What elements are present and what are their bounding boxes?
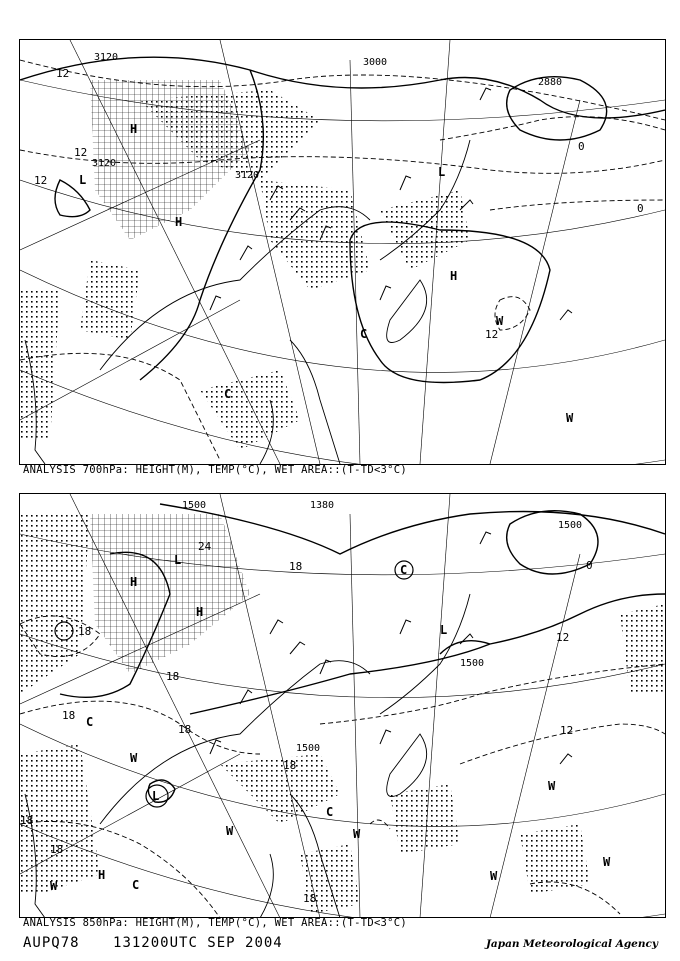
cold-symbol: C (326, 805, 334, 819)
temp-label: 18 (78, 625, 92, 638)
temp-label: 0 (578, 140, 585, 153)
temp-label: 18 (50, 843, 64, 856)
wet-area-shading (20, 80, 470, 450)
temp-label: 12 (560, 724, 574, 737)
high-symbol: H (196, 605, 204, 619)
warm-symbol: W (496, 314, 504, 328)
warm-symbol: W (226, 824, 234, 838)
height-label: 2880 (538, 77, 563, 88)
height-label: 1500 (558, 520, 583, 531)
height-label: 1500 (296, 743, 321, 754)
height-label: 1380 (310, 500, 335, 511)
cold-symbol: C (86, 715, 94, 729)
cold-symbol: C (360, 327, 368, 341)
map-panel-850hpa (19, 493, 666, 918)
cold-symbol: C (400, 563, 408, 577)
temp-label: 12 (56, 67, 70, 80)
warm-symbol: W (130, 751, 138, 765)
wet-area-shading (20, 514, 665, 914)
height-label: 3000 (363, 57, 388, 68)
low-symbol: L (440, 623, 448, 637)
cold-symbol: C (224, 387, 232, 401)
weather-map-850hpa (20, 494, 665, 918)
bulletin-header (23, 935, 307, 951)
temp-label: 12 (485, 328, 499, 341)
warm-symbol: W (353, 827, 361, 841)
low-symbol: L (174, 553, 182, 567)
high-symbol: H (130, 122, 138, 136)
height-label: 1500 (460, 658, 485, 669)
height-label: 3120 (235, 170, 260, 181)
low-symbol: L (152, 789, 160, 803)
temp-label: 12 (34, 174, 48, 187)
temp-label: 24 (198, 540, 212, 553)
temp-label: 0 (637, 202, 644, 215)
temp-label: 18 (303, 892, 317, 905)
high-symbol: H (130, 575, 138, 589)
high-symbol: H (175, 215, 183, 229)
temp-label: 18 (62, 709, 76, 722)
height-label: 3120 (94, 52, 119, 63)
high-symbol: H (98, 868, 106, 882)
temp-label: 18 (283, 759, 297, 772)
low-symbol: L (79, 173, 87, 187)
cold-symbol: C (132, 878, 140, 892)
temp-label: 18 (178, 723, 192, 736)
weather-map-700hpa (20, 40, 665, 464)
temp-label: 18 (289, 560, 303, 573)
warm-symbol: W (490, 869, 498, 883)
high-symbol: H (450, 269, 458, 283)
warm-symbol: W (603, 855, 611, 869)
bulletin-code: AUPQ78 (23, 935, 80, 951)
warm-symbol: W (566, 411, 574, 425)
agency-name: Japan Meteorological Agency (485, 938, 658, 950)
valid-time: 131200UTC SEP 2004 (113, 935, 283, 951)
height-label: 3120 (92, 158, 117, 169)
temp-label: 18 (20, 814, 34, 827)
panel-caption-700hpa: ANALYSIS 700hPa: HEIGHT(M), TEMP(°C), WET AREA::(T-TD<3°C) (23, 464, 408, 476)
height-label: 1500 (182, 500, 207, 511)
height-labels (182, 500, 582, 754)
temp-label: 0 (586, 559, 593, 572)
temp-label: 12 (74, 146, 88, 159)
temp-label: 12 (556, 631, 570, 644)
warm-symbol: W (548, 779, 556, 793)
warm-symbol: W (50, 879, 58, 893)
station-plots (210, 532, 572, 764)
panel-caption-850hpa: ANALYSIS 850hPa: HEIGHT(M), TEMP(°C), WET AREA::(T-TD<3°C) (23, 917, 408, 929)
low-symbol: L (438, 165, 446, 179)
map-panel-700hpa (19, 39, 666, 465)
temp-label: 18 (166, 670, 180, 683)
